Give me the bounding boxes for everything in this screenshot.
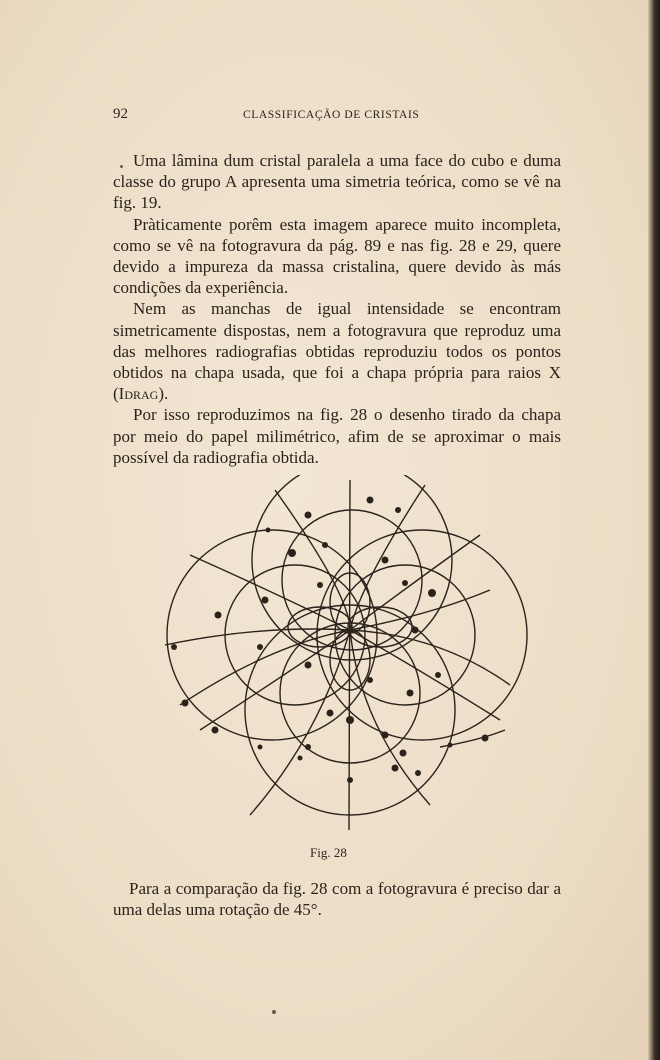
paragraph: Uma lâmina dum cristal paralela a uma face do cubo e duma classe do grupo A apresenta uma simetria teórica, como se vê na fig. 19. [113,151,561,213]
spots [171,497,489,784]
page-header [113,106,553,128]
closing-text [113,878,561,920]
diagonal-curve [250,485,425,815]
paper-speck [120,165,123,168]
paragraph: Por isso reproduzimos na fig. 28 o desenho tirado da chapa por meio do papel milimétrico, afim de se aproximar o mais possível da radiografia obtida. [113,405,561,467]
running-head: CLASSIFICAÇÃO DE CRISTAIS [243,109,420,121]
radiograph-diagram [160,475,530,835]
paragraph-text: ). [158,384,169,404]
page-number: 92 [113,106,128,122]
page-edge [648,0,660,1060]
brand-name: Idrag [118,384,159,404]
paper-speck [272,1010,276,1014]
loop-right [348,607,412,647]
paragraph-text: Nem as manchas de igual intensidade se encontram simetricamente dispostas, nem a fotogravura que reproduz uma das melhores radiografias obtidas reproduziu todos os pontos obtidos na chapa usada, que foi a chapa própria para raios X ( [113,299,561,404]
paragraph [113,298,561,404]
paragraph: Para a comparação da fig. 28 com a fotogravura é preciso dar a uma delas uma rotação de 45°. [113,879,561,920]
circle-left-large [167,530,377,740]
body-text [113,150,561,468]
figure-caption: Fig. 28 [310,845,347,860]
paragraph: Pràticamente porêm esta imagem aparece muito incompleta, como se vê na fotogravura da pág. 89 e nas fig. 28 e 29, quere devido a impureza da massa cristalina, quere devido às más condições da experiência. [113,214,561,298]
